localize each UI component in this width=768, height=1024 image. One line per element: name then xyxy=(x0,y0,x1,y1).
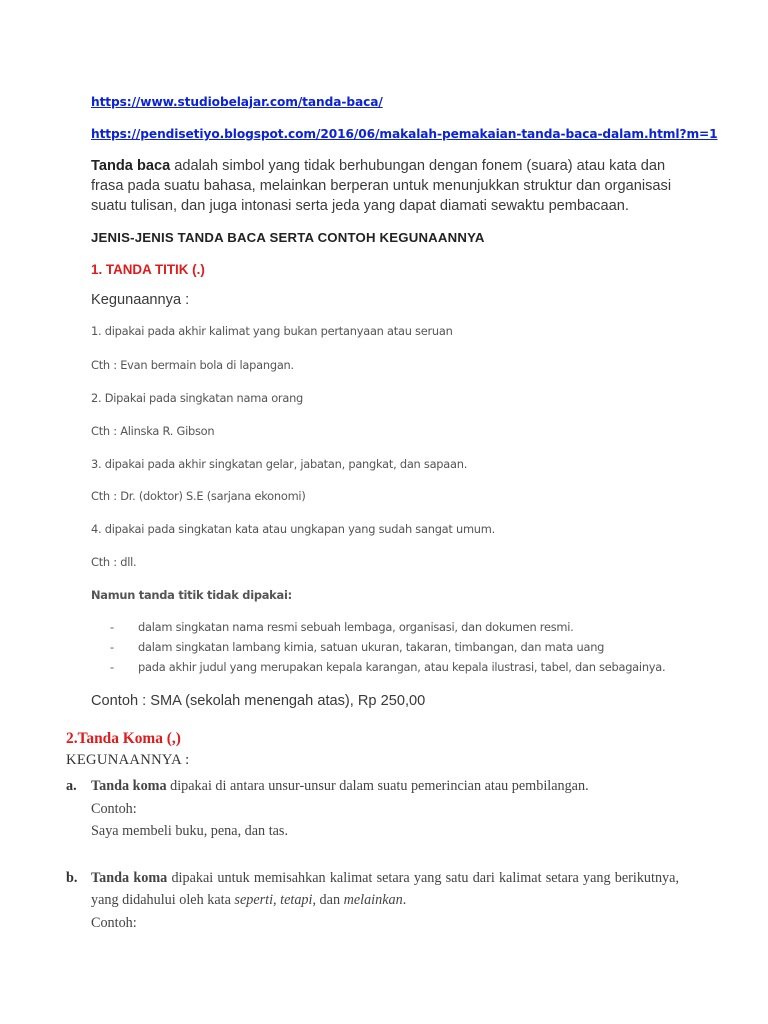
section2-subtitle: KEGUNAANNYA : xyxy=(66,752,190,768)
section1-example-1: Cth : Evan bermain bola di lapangan. xyxy=(91,358,294,372)
bullet-dash: - xyxy=(110,660,114,674)
item-a-text: Tanda koma dipakai di antara unsur-unsur dalam suatu pemerincian atau pembilangan. xyxy=(91,778,589,794)
reference-link-pendisetiyo[interactable]: https://pendisetiyo.blogspot.com/2016/06/makalah-pemakaian-tanda-baca-dalam.html?m=1 xyxy=(91,127,718,141)
section1-example-4: Cth : dll. xyxy=(91,555,137,569)
item-b-example-label: Contoh: xyxy=(91,915,137,931)
reference-link-studiobelajar[interactable]: https://www.studiobelajar.com/tanda-baca/ xyxy=(91,95,383,109)
list-item-text: dalam singkatan nama resmi sebuah lembaga, organisasi, dan dokumen resmi. xyxy=(138,620,574,634)
section2-title: 2.Tanda Koma (,) xyxy=(66,730,181,747)
intro-term: Tanda baca xyxy=(91,158,171,174)
item-a-example-label: Contoh: xyxy=(91,801,137,817)
section1-subtitle: Kegunaannya : xyxy=(91,292,190,308)
section1-rule-1: 1. dipakai pada akhir kalimat yang bukan pertanyaan atau seruan xyxy=(91,324,453,338)
item-a-term: Tanda koma xyxy=(91,778,167,794)
section1-title: 1. TANDA TITIK (.) xyxy=(91,262,205,277)
section1-example-line: Contoh : SMA (sekolah menengah atas), Rp 250,00 xyxy=(91,693,426,709)
main-heading: JENIS-JENIS TANDA BACA SERTA CONTOH KEGUNAANNYA xyxy=(91,230,485,245)
intro-text: adalah simbol yang tidak berhubungan dengan fonem (suara) atau kata dan frasa pada suatu bahasa, melainkan berperan untuk menunjukkan struktur dan organisasi suatu tulisan, dan juga intonasi serta jeda yang dapat diamati sewaktu pembacaan. xyxy=(91,158,672,214)
item-b-label: b. xyxy=(66,870,78,886)
item-a-example: Saya membeli buku, pena, dan tas. xyxy=(91,823,288,839)
item-b-term: Tanda koma xyxy=(91,870,168,886)
section1-rule-2: 2. Dipakai pada singkatan nama orang xyxy=(91,391,304,405)
list-item-text: pada akhir judul yang merupakan kepala karangan, atau kepala ilustrasi, tabel, dan sebagainya. xyxy=(138,660,666,674)
item-b-text: Tanda koma dipakai untuk memisahkan kalimat setara yang satu dari kalimat setara yang berikutnya, yang didahului oleh kata seperti, tetapi, dan melainkan. xyxy=(91,870,679,908)
bullet-dash: - xyxy=(110,640,114,654)
item-a-label: a. xyxy=(66,778,77,794)
bullet-dash: - xyxy=(110,620,114,634)
section1-example-2: Cth : Alinska R. Gibson xyxy=(91,424,215,438)
list-item-text: dalam singkatan lambang kimia, satuan ukuran, takaran, timbangan, dan mata uang xyxy=(138,640,605,654)
intro-paragraph xyxy=(91,156,691,216)
exception-heading: Namun tanda titik tidak dipakai: xyxy=(91,588,292,602)
section1-rule-4: 4. dipakai pada singkatan kata atau ungkapan yang sudah sangat umum. xyxy=(91,522,495,536)
section1-example-3: Cth : Dr. (doktor) S.E (sarjana ekonomi) xyxy=(91,489,306,503)
section1-rule-3: 3. dipakai pada akhir singkatan gelar, jabatan, pangkat, dan sapaan. xyxy=(91,457,468,471)
